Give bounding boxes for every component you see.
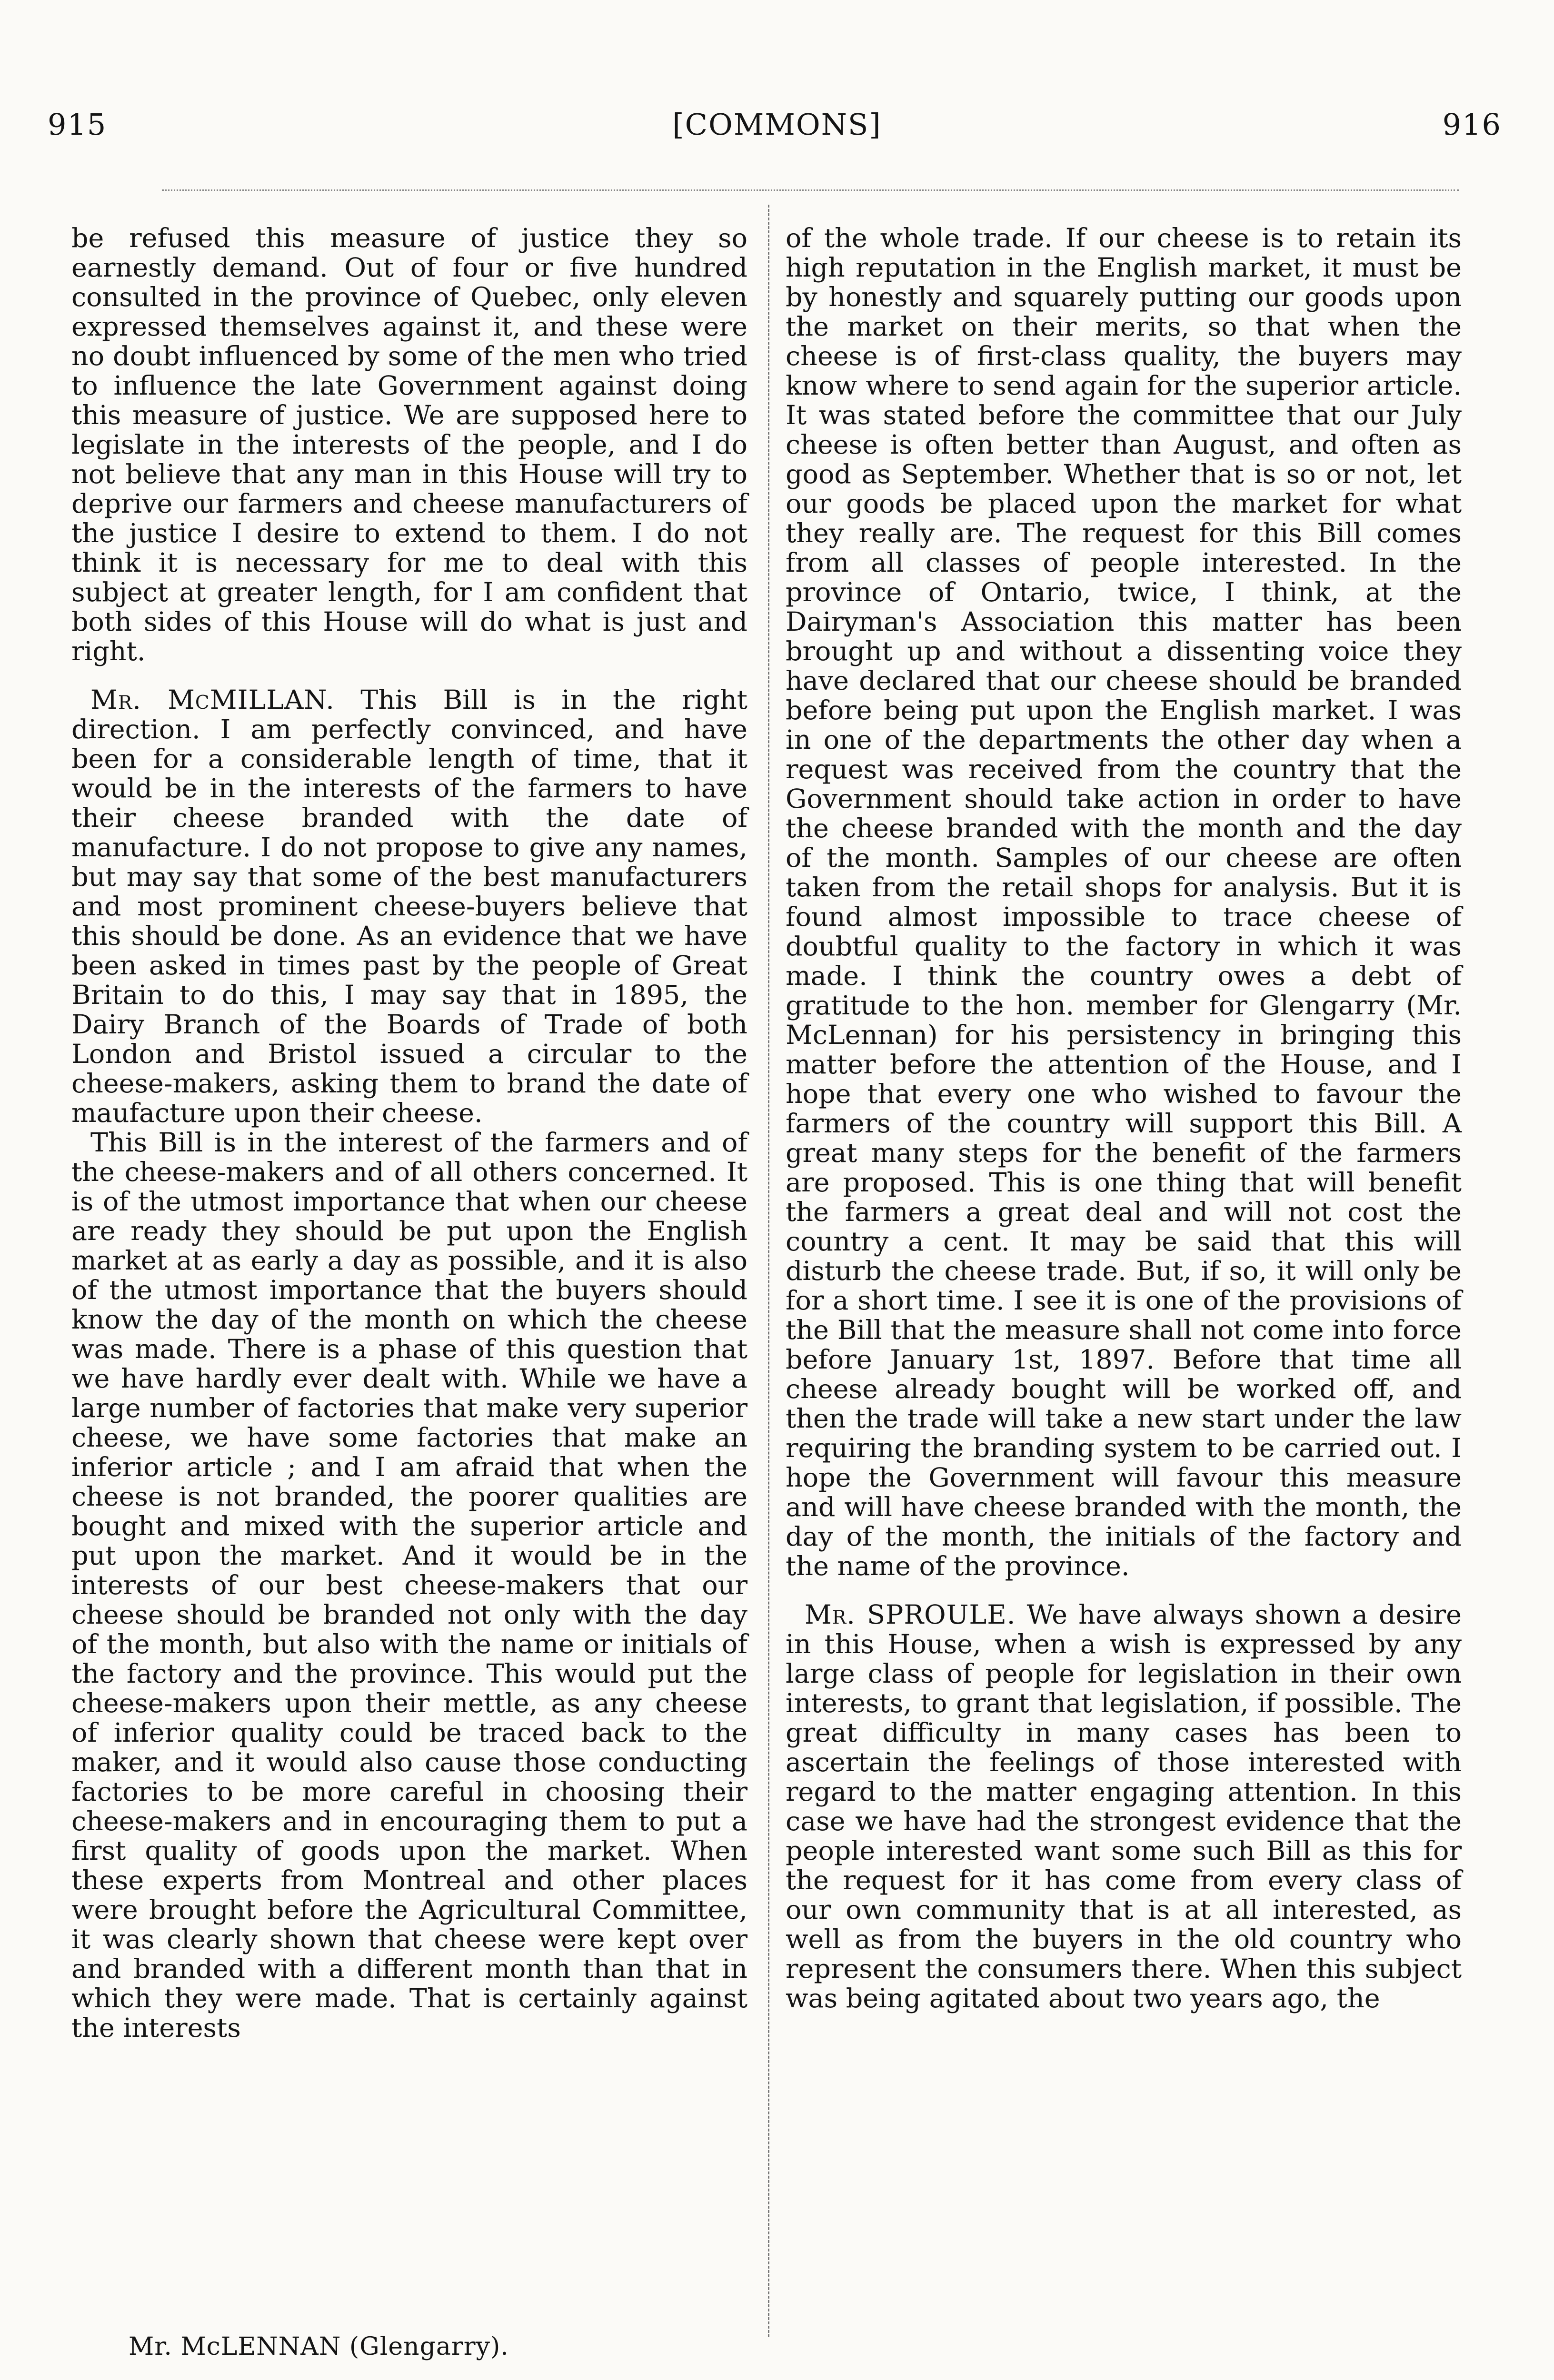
page-footer: Mr. McLENNAN (Glengarry). (129, 2332, 509, 2361)
left-column (71, 224, 747, 2043)
speech-text: This Bill is in the right direction. I am perfectly convinced, and have been for a considerable length of time, that it would be in the interests of the farmers to have their cheese branded with the date of manufacture. I do not propose to give any names, but may say that some of the best manufacturers and most prominent cheese-buyers believe that this should be done. As an evidence that we have been asked in times past by the people of Great Britain to do this, I may say that in 1895, the Dairy Branch of the Boards of Trade of both London and Bristol issued a circular to the cheese-makers, asking them to brand the date of maufacture upon their cheese. (71, 684, 747, 1129)
header-rule (162, 189, 1459, 191)
speaker-name: Mr. SPROULE. (805, 1599, 1016, 1630)
right-column (786, 224, 1462, 2013)
page-title: [COMMONS] (672, 107, 882, 142)
speech-text: We have always shown a desire in this House, when a wish is expressed by any large class of people for legislation in their own interests, to grant that legislation, if possible. The great difficulty in many cases has been to ascertain the feelings of those interested with regard to the matter engaging attention. In this case we have had the strongest evidence that the people interested want some such Bill as this for the request for it has come from every class of our own community that is at all interested, as well as from the buyers in the old country who represent the consumers there. When this subject was being agitated about two years ago, the (786, 1599, 1462, 2014)
speech-paragraph (71, 685, 747, 1128)
page-number-left: 915 (48, 107, 107, 142)
paragraph: be refused this measure of justice they so earnestly demand. Out of four or five hundred consulted in the province of Quebec, only eleven expressed themselves against it, and these were no doubt influenced by some of the men who tried to influence the late Government against doing this measure of justice. We are supposed here to legislate in the interests of the people, and I do not believe that any man in this House will try to deprive our farmers and cheese manufacturers of the justice I desire to extend to them. I do not think it is necessary for me to deal with this subject at greater length, for I am confident that both sides of this House will do what is just and right. (71, 223, 747, 667)
page-header (0, 0, 1554, 157)
paragraph: This Bill is in the interest of the farmers and of the cheese-makers and of all others concerned. It is of the utmost importance that when our cheese are ready they should be put upon the English market at as early a day as possible, and it is also of the utmost importance that the buyers should know the day of the month on which the cheese was made. There is a phase of this question that we have hardly ever dealt with. While we have a large number of factories that make very superior cheese, we have some factories that make an inferior article ; and I am afraid that when the cheese is not branded, the poorer qualities are bought and mixed with the superior article and put upon the market. And it would be in the interests of our best cheese-makers that our cheese should be branded not only with the day of the month, but also with the name or initials of the factory and the province. This would put the cheese-makers upon their mettle, as any cheese of inferior quality could be traced back to the maker, and it would also cause those conducting factories to be more careful in choosing their cheese-makers and in encouraging them to put a first quality of goods upon the market. When these experts from Montreal and other places were brought before the Agricultural Committee, it was clearly shown that cheese were kept over and branded with a different month than that in which they were made. That is certainly against the interests (71, 1127, 747, 2043)
speech-paragraph (786, 1600, 1462, 2013)
speaker-name: Mr. McMILLAN. (90, 684, 335, 715)
column-divider (768, 205, 769, 2337)
paragraph: of the whole trade. If our cheese is to retain its high reputation in the English market, it must be by honestly and squarely putting our goods upon the market on their merits, so that when the cheese is of first-class quality, the buyers may know where to send again for the superior article. It was stated before the committee that our July cheese is often better than August, and often as good as September. Whether that is so or not, let our goods be placed upon the market for what they really are. The request for this Bill comes from all classes of people interested. In the province of Ontario, twice, I think, at the Dairyman's Association this matter has been brought up and without a dissenting voice they have declared that our cheese should be branded before being put upon the English market. I was in one of the departments the other day when a request was received from the country that the Government should take action in order to have the cheese branded with the month and the day of the month. Samples of our cheese are often taken from the retail shops for analysis. But it is found almost impossible to trace cheese of doubtful quality to the factory in which it was made. I think the country owes a debt of gratitude to the hon. member for Glengarry (Mr. McLennan) for his persistency in bringing this matter before the attention of the House, and I hope that every one who wished to favour the farmers of the country will support this Bill. A great many steps for the benefit of the farmers are proposed. This is one thing that will benefit the farmers a great deal and will not cost the country a cent. It may be said that this will disturb the cheese trade. But, if so, it will only be for a short time. I see it is one of the provisions of the Bill that the measure shall not come into force before January 1st, 1897. Before that time all cheese already bought will be worked off, and then the trade will take a new start under the law requiring the branding system to be carried out. I hope the Government will favour this measure and will have cheese branded with the month, the day of the month, the initials of the factory and the name of the province. (786, 223, 1462, 1582)
page-number-right: 916 (1442, 107, 1502, 142)
